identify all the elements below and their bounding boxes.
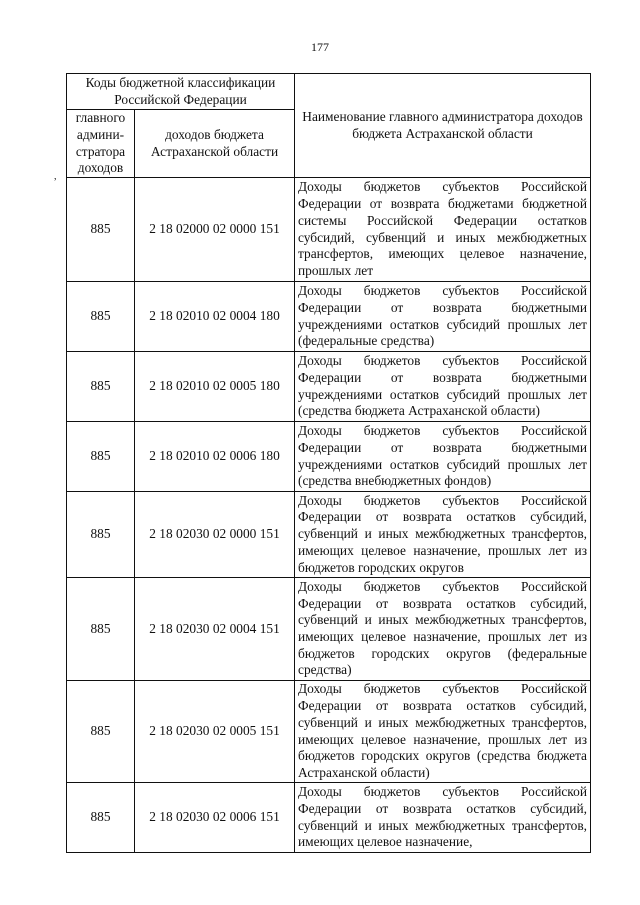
revenue-name-cell: Доходы бюджетов субъектов Российской Федерации от возврата остатков субсидий, субвенций и иных межбюджетных трансфертов, имеющих целевое назначение, прошлых лет из бюджетов городских округов (средства бюджета Астраханской области) — [295, 681, 591, 783]
budget-code-cell: 2 18 02000 02 0000 151 — [135, 178, 295, 282]
header-group-title: Коды бюджетной классификации Российской Федерации — [67, 74, 295, 110]
revenue-name-cell: Доходы бюджетов субъектов Российской Федерации от возврата бюджетными учреждениями остатков субсидий прошлых лет (средства внебюджетных фондов) — [295, 422, 591, 492]
admin-code-cell: 885 — [67, 282, 135, 352]
revenue-name-cell: Доходы бюджетов субъектов Российской Федерации от возврата остатков субсидий, субвенций и иных межбюджетных трансфертов, имеющих целевое назначение, — [295, 783, 591, 853]
budget-code-cell: 2 18 02030 02 0004 151 — [135, 578, 295, 681]
table-row — [67, 282, 591, 352]
header-name-column: Наименование главного администратора доходов бюджета Астраханской области — [295, 74, 591, 178]
admin-code-cell: 885 — [67, 578, 135, 681]
admin-code-cell: 885 — [67, 422, 135, 492]
table-row — [67, 578, 591, 681]
budget-code-cell: 2 18 02010 02 0004 180 — [135, 282, 295, 352]
admin-code-cell: 885 — [67, 178, 135, 282]
stray-mark: , — [54, 171, 57, 182]
table-row — [67, 492, 591, 578]
budget-code-cell: 2 18 02030 02 0006 151 — [135, 783, 295, 853]
admin-code-cell: 885 — [67, 492, 135, 578]
admin-code-cell: 885 — [67, 681, 135, 783]
header-admin-column: главного админи-стратора доходов — [67, 110, 135, 178]
budget-code-cell: 2 18 02010 02 0005 180 — [135, 352, 295, 422]
table-row — [67, 352, 591, 422]
table-row — [67, 178, 591, 282]
table-row — [67, 422, 591, 492]
revenue-name-cell: Доходы бюджетов субъектов Российской Федерации от возврата бюджетными учреждениями остатков субсидий прошлых лет (федеральные средства) — [295, 282, 591, 352]
budget-code-cell: 2 18 02030 02 0005 151 — [135, 681, 295, 783]
budget-classification-table — [66, 73, 591, 853]
budget-code-cell: 2 18 02030 02 0000 151 — [135, 492, 295, 578]
revenue-name-cell: Доходы бюджетов субъектов Российской Федерации от возврата бюджетными учреждениями остатков субсидий прошлых лет (средства бюджета Астраханской области) — [295, 352, 591, 422]
revenue-name-cell: Доходы бюджетов субъектов Российской Федерации от возврата бюджетами бюджетной системы Российской Федерации остатков субсидий, субвенций и иных межбюджетных трансфертов, имеющих целевое назначение, прошлых лет — [295, 178, 591, 282]
revenue-name-cell: Доходы бюджетов субъектов Российской Федерации от возврата остатков субсидий, субвенций и иных межбюджетных трансфертов, имеющих целевое назначение, прошлых лет из бюджетов городских округов (федеральные средства) — [295, 578, 591, 681]
admin-code-cell: 885 — [67, 783, 135, 853]
header-code-column: доходов бюджета Астраханской области — [135, 110, 295, 178]
revenue-name-cell: Доходы бюджетов субъектов Российской Федерации от возврата остатков субсидий, субвенций и иных межбюджетных трансфертов, имеющих целевое назначение, прошлых лет из бюджетов городских округов — [295, 492, 591, 578]
page-number: 177 — [311, 40, 329, 54]
table-row — [67, 681, 591, 783]
admin-code-cell: 885 — [67, 352, 135, 422]
table-row — [67, 783, 591, 853]
budget-code-cell: 2 18 02010 02 0006 180 — [135, 422, 295, 492]
